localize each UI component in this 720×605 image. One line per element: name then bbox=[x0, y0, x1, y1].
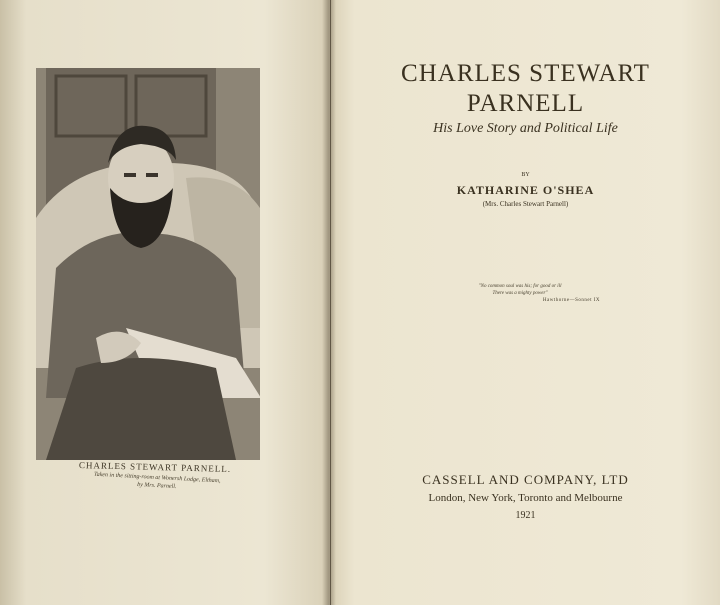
frontispiece-caption-name: CHARLES STEWART PARNELL. bbox=[78, 460, 232, 474]
library-stamp bbox=[622, 250, 642, 370]
epigraph-line-1: "No common soul was his; for good or ill bbox=[478, 284, 562, 289]
epigraph-line-2: There was a mighty power" bbox=[492, 291, 548, 296]
publisher-cities: London, New York, Toronto and Melbourne bbox=[428, 492, 623, 504]
subtitle: His Love Story and Political Life bbox=[433, 121, 618, 136]
title-line-1: CHARLES STEWART bbox=[401, 60, 650, 87]
caption-line-1: Taken in the sitting-room at Wonersh Lodge, Eltham, bbox=[93, 471, 221, 485]
left-page bbox=[0, 0, 330, 605]
epigraph bbox=[440, 283, 600, 304]
author-name: KATHARINE O'SHEA bbox=[456, 183, 595, 197]
title-line-2: PARNELL bbox=[466, 90, 585, 117]
caption-line-2: by Mrs. Parnell. bbox=[136, 481, 177, 491]
publisher-name: CASSELL AND COMPANY, LTD bbox=[422, 472, 629, 487]
epigraph-attribution: Hawthorne—Sonnet IX bbox=[542, 298, 600, 303]
author-note: (Mrs. Charles Stewart Parnell) bbox=[482, 200, 569, 208]
by-label: BY bbox=[521, 172, 530, 178]
frontispiece-photo bbox=[36, 68, 260, 460]
publication-year: 1921 bbox=[515, 510, 536, 521]
